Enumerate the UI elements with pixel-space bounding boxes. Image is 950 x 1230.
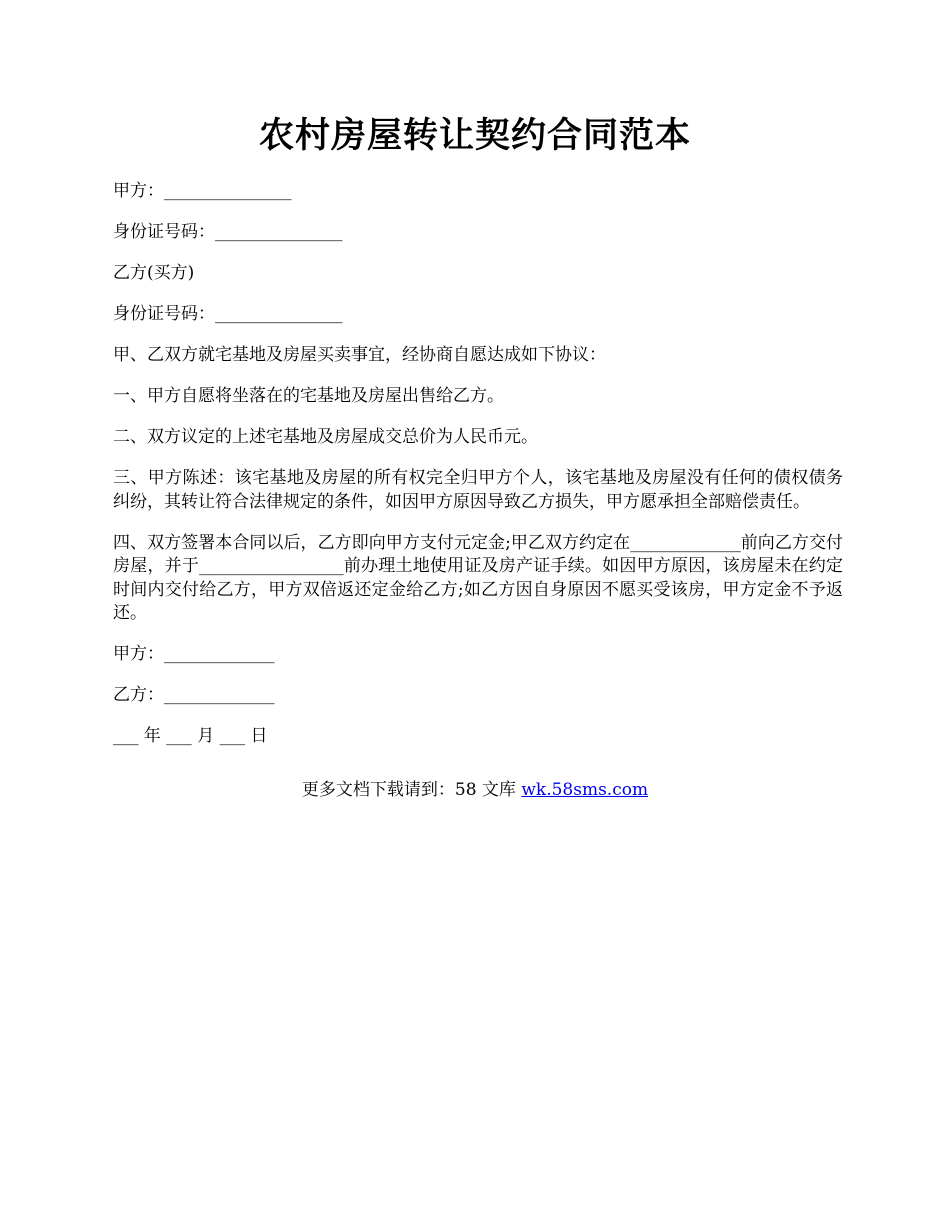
date-line: ___ 年 ___ 月 ___ 日 bbox=[113, 726, 268, 746]
party-a-signature: 甲方：_____________ bbox=[113, 644, 275, 664]
document-body bbox=[113, 180, 843, 766]
document-title: 农村房屋转让契约合同范本 bbox=[258, 115, 691, 156]
party-b-signature: 乙方：_____________ bbox=[113, 685, 275, 705]
party-b-id-line: 身份证号码：_______________ bbox=[113, 304, 343, 324]
clause-2: 二、双方议定的上述宅基地及房屋成交总价为人民币元。 bbox=[113, 427, 538, 447]
clause-4: 四、双方签署本合同以后，乙方即向甲方支付元定金;甲乙双方约定在_____________前向乙方交付房屋，并于_________________前办理土地使用证及房产证手续。如因甲方原因，该房屋未在约定时间内交付给乙方，甲方双倍返还定金给乙方;如乙方因自身原因不愿买受该房，甲方定金不予返还。 bbox=[113, 532, 843, 623]
party-a-id-line: 身份证号码：_______________ bbox=[113, 222, 343, 242]
download-footer bbox=[0, 778, 950, 802]
party-a-line: 甲方：_______________ bbox=[113, 181, 292, 201]
footer-link[interactable]: wk.58sms.com bbox=[521, 780, 649, 800]
clause-1: 一、甲方自愿将坐落在的宅基地及房屋出售给乙方。 bbox=[113, 386, 504, 406]
footer-text: 更多文档下载请到：58 文库 bbox=[301, 780, 522, 800]
clause-3: 三、甲方陈述：该宅基地及房屋的所有权完全归甲方个人，该宅基地及房屋没有任何的债权债务纠纷，其转让符合法律规定的条件，如因甲方原因导致乙方损失，甲方愿承担全部赔偿责任。 bbox=[113, 468, 843, 512]
party-b-line: 乙方(买方) bbox=[113, 263, 195, 283]
agreement-intro: 甲、乙双方就宅基地及房屋买卖事宜，经协商自愿达成如下协议： bbox=[113, 345, 606, 365]
